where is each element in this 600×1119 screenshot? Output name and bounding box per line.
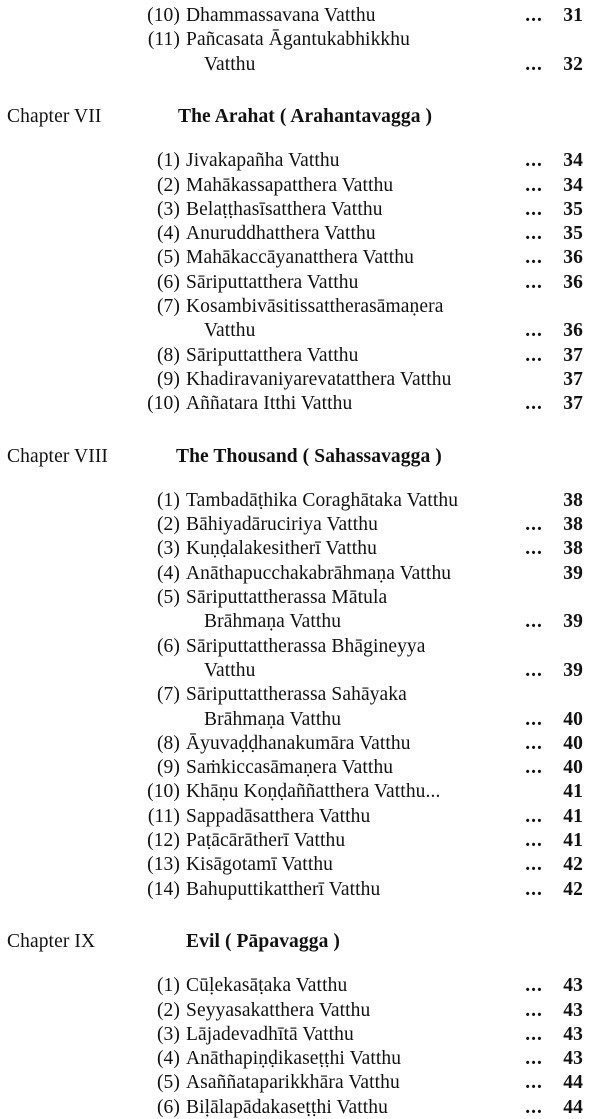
entry-number: (11) — [147, 29, 180, 51]
page-number: 42 — [563, 878, 583, 900]
leader-dots: ... — [525, 1096, 543, 1118]
entry-number: (2) — [156, 999, 180, 1021]
entry-number: (8) — [156, 344, 180, 366]
page-number: 40 — [563, 757, 583, 779]
leader-dots: ... — [525, 999, 543, 1021]
entry-title: Mahākaccāyanatthera Vatthu — [186, 247, 415, 269]
toc-entry-continuation — [0, 660, 600, 682]
leader-dots: ... — [525, 1023, 543, 1045]
chapter-label: Chapter VII — [7, 105, 102, 127]
entry-title: Sāriputtattherassa Bhāgineyya — [186, 635, 426, 657]
entry-title: Khadiravaniyarevatatthera Vatthu — [186, 368, 452, 390]
leader-dots: ... — [525, 174, 543, 196]
toc-entry — [0, 272, 600, 294]
toc-entry — [0, 1097, 600, 1119]
leader-dots: ... — [525, 53, 543, 75]
entry-number: (3) — [156, 538, 180, 560]
entry-title: Sāriputtatthera Vatthu — [186, 344, 359, 366]
page-number: 39 — [563, 562, 583, 584]
page-number: 37 — [563, 368, 583, 390]
page-number: 43 — [563, 975, 583, 997]
leader-dots: ... — [525, 878, 543, 900]
page-number: 38 — [563, 514, 583, 536]
page-number: 37 — [563, 344, 583, 366]
toc-entry — [0, 369, 600, 391]
entry-number: (5) — [156, 587, 180, 608]
entry-title: Biḷālapādakaseṭṭhi Vatthu — [186, 1096, 388, 1118]
toc-entry — [0, 175, 600, 197]
entry-title: Anāthapucchakabrāhmaṇa Vatthu — [186, 562, 452, 584]
toc-entry-continuation — [0, 611, 600, 633]
page-number: 44 — [563, 1096, 583, 1118]
page-number: 43 — [563, 999, 583, 1021]
toc-entry-continuation — [0, 709, 600, 731]
toc-entry — [0, 199, 600, 221]
entry-number: (10) — [147, 781, 180, 803]
page-number: 42 — [563, 854, 583, 876]
toc-entry — [0, 636, 600, 658]
leader-dots: ... — [525, 1048, 543, 1070]
entry-title: Cūḷekasāṭaka Vatthu — [186, 975, 348, 997]
toc-entry — [0, 879, 600, 901]
page-number: 36 — [563, 320, 583, 342]
leader-dots: ... — [525, 198, 543, 220]
page-number: 35 — [563, 198, 583, 220]
toc-entry — [0, 29, 600, 51]
toc-entry — [0, 393, 600, 415]
entry-number: (1) — [156, 975, 180, 997]
toc-entry — [0, 1000, 600, 1022]
toc-entry — [0, 733, 600, 755]
entry-title: Āyuvaḍḍhanakumāra Vatthu — [186, 732, 411, 754]
leader-dots: ... — [525, 1072, 543, 1094]
entry-title: Kosambivāsitissattherasāmaṇera — [186, 296, 444, 317]
entry-title: Kisāgotamī Vatthu — [186, 854, 334, 876]
entry-number: (8) — [156, 732, 180, 754]
leader-dots: ... — [525, 708, 543, 730]
entry-number: (5) — [156, 247, 180, 269]
page-number: 40 — [563, 732, 583, 754]
entry-number: (10) — [147, 393, 180, 415]
entry-title: Aññatara Itthi Vatthu — [186, 393, 353, 415]
entry-number: (11) — [147, 805, 180, 827]
toc-entry — [0, 345, 600, 367]
entry-number: (14) — [147, 878, 180, 900]
page-number: 43 — [563, 1023, 583, 1045]
chapter-title: The Arahat ( Arahantavagga ) — [178, 105, 433, 127]
entry-title: Sappadāsatthera Vatthu — [186, 805, 371, 827]
toc-entry — [0, 514, 600, 536]
entry-title: Saṁkiccasāmaṇera Vatthu — [186, 757, 394, 779]
entry-number: (12) — [147, 830, 180, 851]
leader-dots: ... — [525, 975, 543, 997]
entry-title: Sāriputtattherassa Mātula — [186, 587, 388, 608]
entry-title: Mahākassapatthera Vatthu — [186, 174, 394, 196]
entry-title: Khāṇu Koṇḍaññatthera Vatthu... — [186, 781, 441, 803]
chapter-heading — [0, 106, 600, 128]
leader-dots: ... — [525, 732, 543, 754]
entry-number: (13) — [147, 854, 180, 876]
chapter-heading — [0, 446, 600, 468]
toc-entry — [0, 296, 600, 318]
entry-title: Seyyasakatthera Vatthu — [186, 999, 371, 1021]
entry-title: Bāhiyadāruciriya Vatthu — [186, 514, 379, 536]
page-number: 44 — [563, 1072, 583, 1094]
page-number: 38 — [563, 538, 583, 560]
leader-dots: ... — [525, 5, 543, 26]
entry-number: (4) — [156, 1048, 180, 1070]
toc-entry — [0, 781, 600, 803]
page-number: 36 — [563, 271, 583, 293]
leader-dots: ... — [525, 805, 543, 827]
chapter-label: Chapter VIII — [7, 445, 109, 467]
entry-number: (3) — [156, 198, 180, 220]
leader-dots: ... — [525, 271, 543, 293]
entry-title: Sāriputtattherassa Sahāyaka — [186, 684, 407, 706]
page-number: 39 — [563, 611, 583, 633]
page-number: 43 — [563, 1048, 583, 1070]
toc-entry — [0, 538, 600, 560]
entry-number: (6) — [156, 635, 180, 657]
toc-entry — [0, 1024, 600, 1046]
leader-dots: ... — [525, 854, 543, 876]
entry-number: (5) — [156, 1072, 180, 1094]
leader-dots: ... — [525, 150, 543, 172]
leader-dots: ... — [525, 223, 543, 245]
entry-number: (7) — [156, 684, 180, 706]
toc-entry-continuation — [0, 320, 600, 342]
entry-number: (7) — [156, 296, 180, 317]
toc-entry — [0, 684, 600, 706]
toc-entry — [0, 806, 600, 828]
entry-title: Asaññataparikkhāra Vatthu — [186, 1072, 400, 1094]
toc-entry — [0, 150, 600, 172]
leader-dots: ... — [525, 538, 543, 560]
entry-title: Vatthu — [204, 53, 256, 75]
entry-title: Pañcasata Āgantukabhikkhu — [186, 29, 410, 51]
toc-entry — [0, 223, 600, 245]
entry-title: Brāhmaṇa Vatthu — [204, 708, 342, 730]
leader-dots: ... — [525, 830, 543, 851]
entry-title: Sāriputtatthera Vatthu — [186, 271, 359, 293]
entry-title: Paṭācārātherī Vatthu — [186, 830, 346, 851]
leader-dots: ... — [525, 514, 543, 536]
entry-number: (4) — [156, 223, 180, 245]
leader-dots: ... — [525, 611, 543, 633]
page-number: 39 — [563, 659, 583, 681]
page-number: 41 — [563, 830, 583, 851]
toc-entry — [0, 1048, 600, 1070]
entry-number: (6) — [156, 1096, 180, 1118]
entry-number: (6) — [156, 271, 180, 293]
chapter-label: Chapter IX — [7, 930, 96, 952]
leader-dots: ... — [525, 393, 543, 415]
toc-entry — [0, 830, 600, 852]
toc-entry — [0, 854, 600, 876]
page-number: 41 — [563, 781, 583, 803]
entry-number: (2) — [156, 174, 180, 196]
toc-entry — [0, 1072, 600, 1094]
leader-dots: ... — [525, 320, 543, 342]
toc-entry-continuation — [0, 54, 600, 76]
toc-entry — [0, 587, 600, 609]
entry-number: (4) — [156, 562, 180, 584]
entry-title: Brāhmaṇa Vatthu — [204, 611, 342, 633]
entry-number: (10) — [147, 5, 180, 26]
page-number: 36 — [563, 247, 583, 269]
entry-title: Kuṇḍalakesitherī Vatthu — [186, 538, 377, 560]
chapter-heading — [0, 931, 600, 953]
leader-dots: ... — [525, 247, 543, 269]
page-number: 40 — [563, 708, 583, 730]
entry-title: Dhammassavana Vatthu — [186, 5, 376, 26]
entry-number: (3) — [156, 1023, 180, 1045]
page-number: 34 — [563, 150, 583, 172]
entry-title: Anuruddhatthera Vatthu — [186, 223, 376, 245]
entry-title: Belaṭṭhasīsatthera Vatthu — [186, 198, 383, 220]
toc-entry — [0, 247, 600, 269]
entry-title: Jivakapañha Vatthu — [186, 150, 340, 172]
leader-dots: ... — [525, 344, 543, 366]
entry-number: (9) — [156, 368, 180, 390]
page-number: 34 — [563, 174, 583, 196]
page-number: 31 — [563, 5, 583, 26]
leader-dots: ... — [525, 659, 543, 681]
entry-title: Lājadevadhītā Vatthu — [186, 1023, 354, 1045]
entry-number: (1) — [156, 150, 180, 172]
toc-entry — [0, 563, 600, 585]
entry-title: Vatthu — [204, 659, 256, 681]
page-number: 37 — [563, 393, 583, 415]
page-number: 41 — [563, 805, 583, 827]
entry-number: (2) — [156, 514, 180, 536]
entry-number: (1) — [156, 489, 180, 511]
page-number: 38 — [563, 489, 583, 511]
toc-entry — [0, 757, 600, 779]
toc-entry — [0, 975, 600, 997]
leader-dots: ... — [525, 757, 543, 779]
entry-title: Vatthu — [204, 320, 256, 342]
toc-entry — [0, 5, 600, 27]
entry-number: (9) — [156, 757, 180, 779]
page-number: 32 — [563, 53, 583, 75]
entry-title: Anāthapiṇḍikaseṭṭhi Vatthu — [186, 1048, 402, 1070]
page-number: 35 — [563, 223, 583, 245]
chapter-title: Evil ( Pāpavagga ) — [186, 930, 341, 952]
entry-title: Tambadāṭhika Coraghātaka Vatthu — [186, 489, 459, 511]
toc-entry — [0, 490, 600, 512]
entry-title: Bahuputtikattherī Vatthu — [186, 878, 381, 900]
chapter-title: The Thousand ( Sahassavagga ) — [176, 445, 442, 467]
